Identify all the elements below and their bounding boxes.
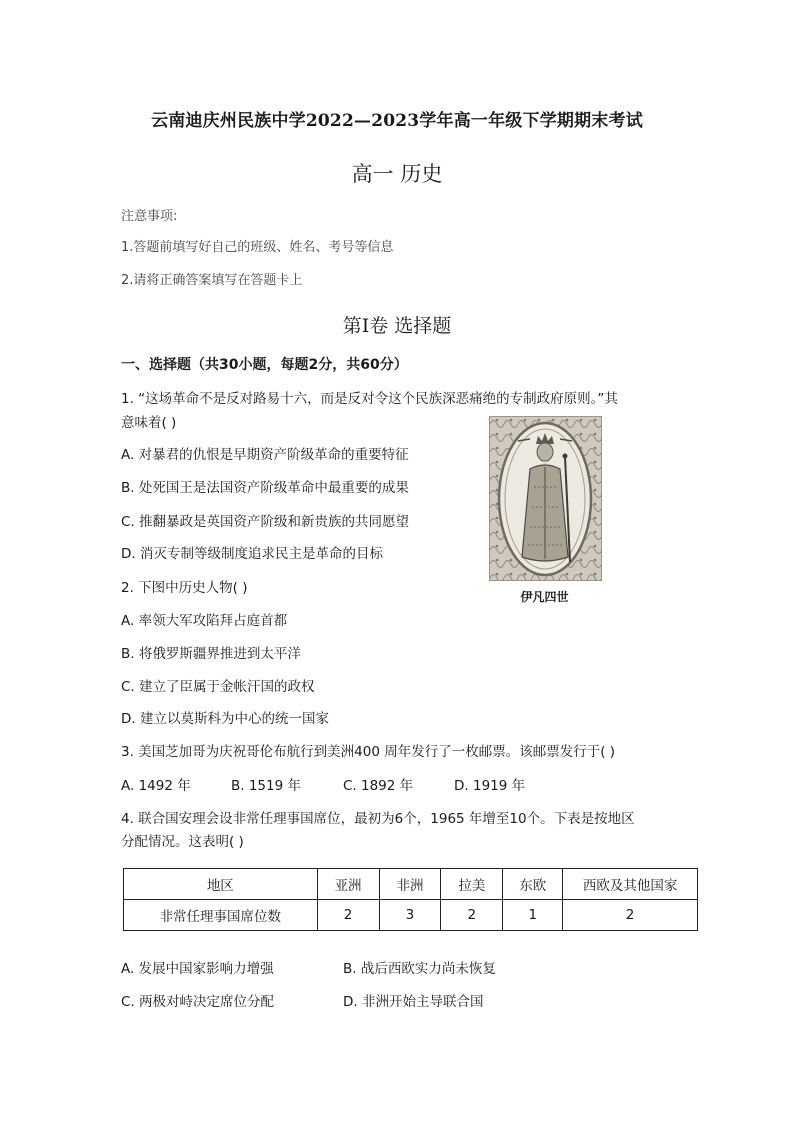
- ivan-iv-portrait-image: [489, 416, 602, 581]
- q2-option-b: B. 将俄罗斯疆界推进到太平洋: [121, 646, 301, 662]
- table-header-cell: 拉美: [441, 869, 503, 900]
- q2-option-c: C. 建立了臣属于金帐汗国的政权: [121, 679, 315, 695]
- q1-option-d: D. 消灭专制等级制度追求民主是革命的目标: [121, 546, 383, 562]
- table-cell: 2: [441, 900, 503, 931]
- q3-stem: 3. 美国芝加哥为庆祝哥伦布航行到美洲400 周年发行了一枚邮票。该邮票发行于( ): [121, 744, 616, 760]
- table-cell: 3: [379, 900, 441, 931]
- figure-caption: 伊凡四世: [520, 590, 569, 604]
- portrait-illustration: [490, 417, 601, 580]
- q2-stem: 2. 下图中历史人物( ): [121, 580, 248, 596]
- q4-stem-line-2: 分配情况。这表明( ): [121, 834, 244, 850]
- q1-option-a: A. 对暴君的仇恨是早期资产阶级革命的重要特征: [121, 447, 409, 463]
- table-cell: 1: [503, 900, 563, 931]
- q3-option-c: C. 1892 年: [343, 778, 414, 794]
- q4-stem-line-1: 4. 联合国安理会设非常任理事国席位，最初为6个，1965 年增至10个。下表是按地区: [121, 811, 635, 827]
- table-header-row: [124, 869, 698, 900]
- note-item-1: 1.答题前填写好自己的班级、姓名、考号等信息: [121, 240, 394, 255]
- table-row: [124, 900, 698, 931]
- table-header-cell: 西欧及其他国家: [563, 869, 698, 900]
- q4-option-d: D. 非洲开始主导联合国: [343, 994, 484, 1010]
- table-cell: 2: [563, 900, 698, 931]
- q4-option-b: B. 战后西欧实力尚未恢复: [343, 961, 496, 977]
- table-header-cell: 亚洲: [317, 869, 379, 900]
- exam-title: 云南迪庆州民族中学2022—2023学年高一年级下学期期末考试: [151, 111, 643, 131]
- exam-subject: 高一 历史: [351, 162, 443, 186]
- q3-option-d: D. 1919 年: [454, 778, 526, 794]
- part-heading: 一、选择题（共30小题，每题2分，共60分）: [121, 357, 408, 373]
- table-cell: 2: [317, 900, 379, 931]
- q4-option-c: C. 两极对峙决定席位分配: [121, 994, 275, 1010]
- table-header-cell: 东欧: [503, 869, 563, 900]
- table-header-cell: 非洲: [379, 869, 441, 900]
- q1-stem-line-1: 1. “这场革命不是反对路易十六，而是反对令这个民族深恶痛绝的专制政府原则。”其: [121, 391, 618, 407]
- q1-option-b: B. 处死国王是法国资产阶级革命中最重要的成果: [121, 480, 409, 496]
- q3-option-b: B. 1519 年: [231, 778, 301, 794]
- note-item-2: 2.请将正确答案填写在答题卡上: [121, 273, 303, 288]
- q2-option-d: D. 建立以莫斯科为中心的统一国家: [121, 711, 329, 727]
- table-cell: 非常任理事国席位数: [124, 900, 318, 931]
- q1-option-c: C. 推翻暴政是英国资产阶级和新贵族的共同愿望: [121, 514, 410, 530]
- section-title: 第Ⅰ卷 选择题: [342, 315, 452, 337]
- table-header-cell: 地区: [124, 869, 318, 900]
- notes-heading: 注意事项:: [121, 209, 178, 224]
- q1-stem-line-2: 意味着( ): [121, 415, 177, 431]
- q2-option-a: A. 率领大军攻陷拜占庭首都: [121, 613, 288, 629]
- q3-option-a: A. 1492 年: [121, 778, 191, 794]
- q4-option-a: A. 发展中国家影响力增强: [121, 961, 274, 977]
- seat-allocation-table: [123, 868, 698, 931]
